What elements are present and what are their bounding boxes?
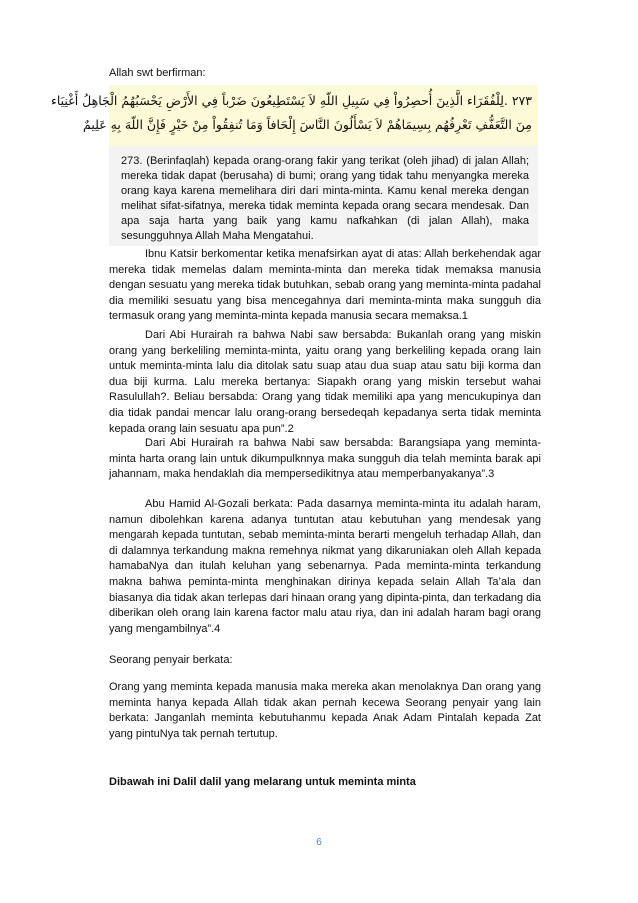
paragraph-hadith-api-jahannam: Dari Abi Hurairah ra bahwa Nabi saw bersabda: Barangsiapa yang meminta-minta harta orang lain untuk dikumpulknnya maka sungguh dia telah meminta barak api jahannam, maka hendaklah dia mempersedikitnya atau memperbanyakanya”.3 [109, 437, 541, 481]
paragraph-syair: Orang yang meminta kepada manusia maka mereka akan menolaknya Dan orang yang meminta hanya kepada Allah tidak akan pernah kecewa Seorang penyair yang lain berkata: Janganlah meminta kebutuhanmu kepada Anak Adam Pintalah kepada Zat yang pintuNya tak pernah tertutup. [109, 681, 541, 740]
intro-text: Allah swt berfirman: [109, 67, 206, 79]
section-heading: Dibawah ini Dalil dalil yang melarang untuk meminta minta [109, 776, 416, 788]
translation-box [109, 146, 538, 246]
verse-translation: 273. (Berinfaqlah) kepada orang-orang fakir yang terikat (oleh jihad) di jalan Allah; mereka tidak dapat (berusaha) di bumi; orang yang tidak tahu menyangka mereka orang kaya karena memelihara diri dari minta-minta. Kamu kenal mereka dengan melihat sifat-sifatnya, mereka tidak meminta kepada orang secara mendesak. Dan apa saja harta yang baik yang kamu nafkahkan (di jalan Allah), maka sesungguhnya Allah Maha Mengatahui. [121, 155, 529, 242]
arabic-verse-box [50, 85, 538, 146]
paragraph-al-gozali: Abu Hamid Al-Gozali berkata: Pada dasarnya meminta-minta itu adalah haram, namun dibolehkan karena adanya tuntutan atau kebutuhan yang mendesak yang mengarah kepada tuntutan, sebab meminta-minta berarti mengeluh terhadap Allah, dan di dalamnya terkandung makna remehnya nikmat yang dikaruniakan oleh Allah kepada hamabaNya dan itulah keluhan yang sebenarnya. Pada meminta-minta terkandung makna bahwa peminta-minta menghinakan dirinya kepada selain Allah Ta’ala dan biasanya dia tidak akan terlepas dari hinaan orang yang dipinta-pinta, dan terkadang dia diberikan oleh orang lain karena factor malu atau riya, dan ini adalah haram bagi orang yang mengambilnya”.4 [109, 498, 541, 635]
arabic-verse-line-1: ٢٧٣ .لِلْفُقَرَاء الَّذِينَ أُحصِرُواْ فِي سَبِيلِ اللّهِ لاَ يَسْتَطِيعُونَ ضَرْباً فِي الأَرْضِ يَحْسَبُهُمُ الْجَاهِلُ أَغْنِيَاء [50, 93, 532, 108]
paragraph-hadith-miskin: Dari Abi Hurairah ra bahwa Nabi saw bersabda: Bukanlah orang yang miskin orang yang berkeliling meminta-minta, yaitu orang yang berkeliling kepada orang lain untuk meminta-minta lalu dia ditolak satu suap atau dua suap atau satu biji korma dan dua biji kurma. Lalu mereka bertanya: Siapakh orang yang miskin tersebut wahai Rasulullah?. Beliau bersabda: Orang yang tidak memiliki apa yang mencukupinya dan dia tidak pandai mencar lalu orang-orang bersedeqah kepadanya serta tidak meminta kepada orang lain sesuatu apa pun”.2 [109, 329, 541, 435]
paragraph-ibnu-katsir: Ibnu Katsir berkomentar ketika menafsirkan ayat di atas: Allah berkehendak agar mereka tidak memelas dalam meminta-minta dan mereka tidak memaksa manusia dengan sesuatu yang mereka tidak butuhkan, sebab orang yang meminta-minta padahal dia memiliki sesuatu yang bisa mencegahnya dari meminta-minta maka sungguh dia termasuk orang yang meminta-minta kepada manusia secara memaksa.1 [109, 248, 541, 323]
paragraph-penyair-intro: Seorang penyair berkata: [109, 654, 233, 666]
arabic-verse-line-2: مِنَ التَّعَفُّفِ تَعْرِفُهُم بِسِيمَاهُمْ لاَ يَسْأَلُونَ النَّاسَ إِلْحَافاً وَمَا تُنفِقُواْ مِنْ خَيْرٍ فَإِنَّ اللّهَ بِهِ عَلِيمٌ [83, 117, 532, 132]
page-number: 6 [316, 837, 322, 848]
